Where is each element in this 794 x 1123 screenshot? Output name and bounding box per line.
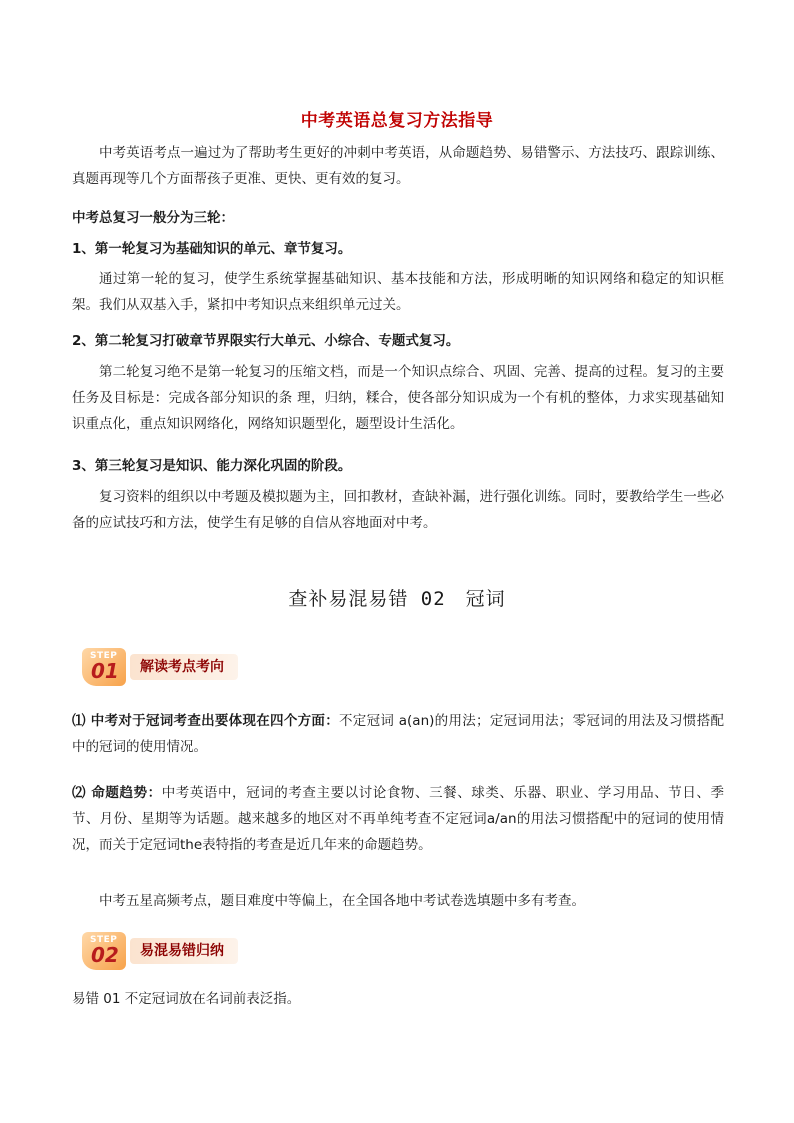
step-word: STEP [90,651,118,661]
round1-body: 通过第一轮的复习，使学生系统掌握基础知识、基本技能和方法，形成明晰的知识网络和稳定的知识框架。我们从双基入手，紧扣中考知识点来组织单元过关。 [72,271,724,313]
round2-body: 第二轮复习绝不是第一轮复习的压缩文档，而是一个知识点综合、巩固、完善、提高的过程。复习的主要任务及目标是：完成各部分知识的条 理，归纳，糅合，使各部分知识成为一个有机的整体，力求实现基础知识重点化，重点知识网络化，网络知识题型化，题型设计生活化。 [72,364,724,432]
step1-paragraph-1 [72,708,724,760]
document-title: 中考英语总复习方法指导 [300,111,494,131]
step1-p1-text: 不定冠词 a(an)的用法；定冠词用法；零冠词的用法及习惯搭配中的冠词的使用情况。 [72,713,724,755]
step1-p2-label: ⑵ 命题趋势： [72,785,162,801]
section-title: 查补易混易错 02 冠词 [288,588,506,610]
step2-item-1: 易错 01 不定冠词放在名词前表泛指。 [72,991,301,1007]
step1-paragraph-2 [72,780,724,858]
rounds-heading: 中考总复习一般分为三轮： [72,210,234,226]
step-number: 02 [91,943,119,967]
step-label: 解读考点考向 [130,654,238,680]
step1-p1-label: ⑴ 中考对于冠词考查出要体现在四个方面： [72,713,340,729]
round2-heading: 2、第二轮复习打破章节界限实行大单元、小综合、专题式复习。 [72,333,460,349]
step1-p2-text: 中考英语中，冠词的考查主要以讨论食物、三餐、球类、乐器、职业、学习用品、节日、季节、月份、星期等为话题。越来越多的地区对不再单纯考查不定冠词a/an的用法习惯搭配中的冠词的使用情况，而关于定冠词the表特指的考查是近几年来的命题趋势。 [72,785,724,853]
step-label: 易混易错归纳 [130,938,238,964]
round3-body: 复习资料的组织以中考题及模拟题为主，回扣教材，查缺补漏，进行强化训练。同时，要教给学生一些必备的应试技巧和方法，使学生有足够的自信从容地面对中考。 [72,489,724,531]
step-word: STEP [90,935,118,945]
step1-paragraph-3: 中考五星高频考点，题目难度中等偏上，在全国各地中考试卷选填题中多有考查。 [99,893,585,909]
step-number: 01 [91,659,119,683]
round1-heading: 1、第一轮复习为基础知识的单元、章节复习。 [72,241,352,257]
intro-paragraph: 中考英语考点一遍过为了帮助考生更好的冲刺中考英语，从命题趋势、易错警示、方法技巧、跟踪训练、真题再现等几个方面帮孩子更准、更快、更有效的复习。 [72,145,724,187]
round3-heading: 3、第三轮复习是知识、能力深化巩固的阶段。 [72,458,352,474]
